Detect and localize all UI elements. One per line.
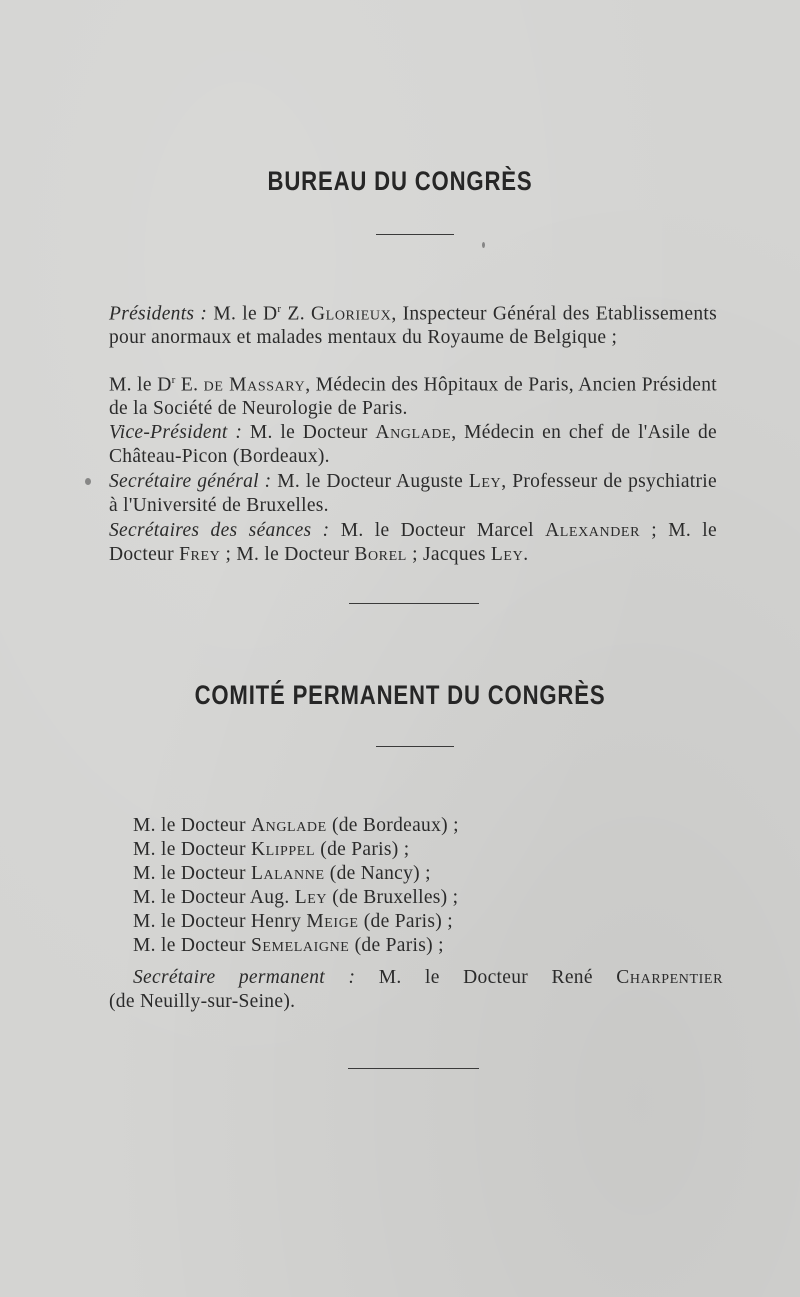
president-2-initial: E. bbox=[180, 374, 199, 396]
member-place: (de Paris) ; bbox=[363, 911, 453, 932]
member-place: (de Bordeaux) ; bbox=[331, 815, 459, 836]
secretaire-general-title: , Professeur de psychiatrie à l'Université de Bruxelles. bbox=[109, 471, 717, 516]
secretaire-permanent-text: M. le Docteur René bbox=[378, 967, 593, 988]
comite-member bbox=[133, 814, 459, 838]
president-2-name: de Massary bbox=[203, 374, 306, 396]
comite-member bbox=[133, 838, 409, 862]
secretaires-seances-label: Secrétaires des séances : bbox=[109, 520, 330, 541]
bureau-title: BUREAU DU CONGRÈS bbox=[267, 166, 533, 196]
secretaire-permanent-name: Charpentier bbox=[616, 967, 724, 988]
president-1-prefix: M. le D bbox=[213, 303, 278, 325]
secretaire-general-text: M. le Docteur Auguste bbox=[277, 471, 464, 492]
title-divider bbox=[376, 234, 454, 235]
vice-president-entry bbox=[109, 421, 717, 468]
secretaire-permanent-location: (de Neuilly-sur-Seine). bbox=[109, 991, 296, 1012]
secretaire-seance-2-name: Frey bbox=[179, 543, 221, 565]
ink-speck bbox=[482, 242, 485, 248]
comite-title: COMITÉ PERMANENT DU CONGRÈS bbox=[194, 680, 606, 710]
member-prefix: M. le Docteur bbox=[133, 863, 246, 884]
president-2-title: , Médecin des Hôpitaux de Paris, Ancien Président de la Société de Neurologie de Paris. bbox=[109, 374, 717, 420]
member-prefix: M. le Docteur Henry bbox=[133, 911, 302, 932]
comite-member bbox=[133, 886, 458, 910]
section-divider bbox=[348, 1068, 479, 1069]
member-prefix: M. le Docteur bbox=[133, 935, 246, 956]
member-name: Anglade bbox=[250, 815, 327, 836]
member-prefix: M. le Docteur Aug. bbox=[133, 887, 290, 908]
vice-president-title: , Médecin en chef de l'Asile de Château-Picon (Bordeaux). bbox=[109, 422, 717, 467]
president-2-sup: r bbox=[171, 374, 176, 386]
title-divider bbox=[376, 746, 454, 747]
vice-president-name: Anglade bbox=[375, 422, 452, 443]
secretaire-general-name: Ley bbox=[468, 471, 502, 492]
president-1-sup: r bbox=[277, 303, 282, 315]
secretaire-permanent-label: Secrétaire permanent : bbox=[133, 967, 356, 988]
member-prefix: M. le Docteur bbox=[133, 815, 246, 836]
separator: . bbox=[523, 543, 529, 565]
president-1-initial: Z. bbox=[287, 303, 305, 325]
secretaire-general-label: Secrétaire général : bbox=[109, 471, 272, 492]
presidents-label: Présidents : bbox=[109, 303, 208, 325]
secretaire-seance-4-name: Ley bbox=[490, 543, 524, 565]
secretaire-seance-4-text: ; Jacques bbox=[406, 543, 486, 565]
president-1-title: , Inspecteur Général des Etablissements pour anormaux et malades mentaux du Royaume de Belgique ; bbox=[109, 303, 717, 349]
member-place: (de Paris) ; bbox=[320, 839, 410, 860]
member-name: Ley bbox=[294, 887, 328, 908]
secretaire-seance-3-name: Borel bbox=[354, 543, 407, 565]
secretaire-general-entry bbox=[109, 470, 717, 517]
member-name: Lalanne bbox=[250, 863, 325, 884]
ink-speck bbox=[85, 478, 91, 485]
member-prefix: M. le Docteur bbox=[133, 839, 246, 860]
presidents-entry bbox=[109, 298, 717, 350]
vice-president-label: Vice-Président : bbox=[109, 422, 243, 443]
secretaires-seances-entry bbox=[109, 519, 717, 566]
member-place: (de Nancy) ; bbox=[329, 863, 431, 884]
president-1-name: Glorieux bbox=[310, 303, 392, 325]
section-divider bbox=[349, 603, 479, 604]
member-name: Meige bbox=[306, 911, 359, 932]
secretaire-seance-3-text: ; M. le Docteur bbox=[220, 543, 350, 565]
separator: ; bbox=[640, 520, 657, 541]
comite-member bbox=[133, 910, 453, 934]
president-2-prefix: M. le D bbox=[109, 374, 172, 396]
secretaire-seance-1-name: Alexander bbox=[545, 520, 641, 541]
secretaire-permanent-entry bbox=[133, 966, 723, 990]
secretaire-seance-2-text: M. le Docteur bbox=[109, 520, 717, 565]
vice-president-text: M. le Docteur bbox=[249, 422, 368, 443]
comite-member bbox=[133, 934, 444, 958]
member-name: Semelaigne bbox=[250, 935, 350, 956]
president-2-entry bbox=[109, 369, 717, 421]
member-name: Klippel bbox=[250, 839, 316, 860]
member-place: (de Bruxelles) ; bbox=[332, 887, 459, 908]
comite-member bbox=[133, 862, 431, 886]
secretaire-seance-1-text: M. le Docteur Marcel bbox=[340, 520, 534, 541]
member-place: (de Paris) ; bbox=[354, 935, 444, 956]
